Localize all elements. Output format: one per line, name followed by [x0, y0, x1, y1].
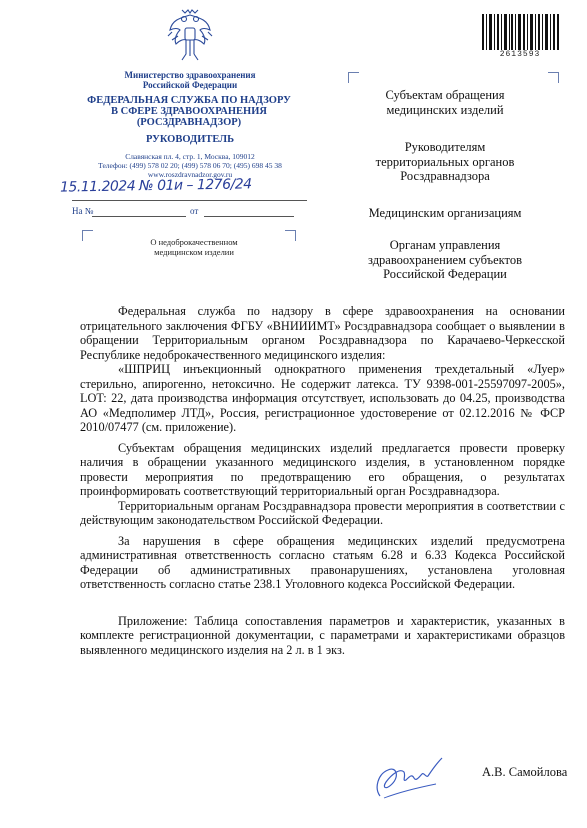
head-title: РУКОВОДИТЕЛЬ: [145, 134, 235, 145]
handwritten-signature: [370, 748, 450, 808]
attachment-note: Приложение: Таблица сопоставления параметров и характеристик, указанных в комплекте регистрационной документации, с параметрами и характеристиками образцов выявленного медицинского изделия на 2 л. в 1 экз.: [80, 613, 565, 657]
coat-of-arms-icon: [166, 6, 214, 64]
recipient-corner-left: [348, 72, 359, 83]
recipient-3: Медицинским организациям: [368, 206, 522, 220]
recipient-4: Органам управления здравоохранением субъектов Российской Федерации: [367, 238, 522, 281]
reference-number-line: [92, 216, 186, 217]
address-block: Славянская пл. 4, стр. 1, Москва, 109012 Телефон: (499) 578 02 20; (499) 578 06 70; (495) 698 45 38 www.roszdravnadzor.gov.ru: [98, 152, 282, 179]
recipient-corner-right: [548, 72, 559, 83]
barcode: [480, 14, 560, 50]
paragraph-notice: Федеральная служба по надзору в сфере здравоохранения на основании отрицательного заключения ФГБУ «ВНИИИМТ» Росздравнадзора сообщает о выявлении в обращении Территориальным органом Росздравнадзора по Карачаево-Черкесской Республике недоброкачественного медицинского изделия:: [80, 304, 565, 362]
reference-date-label: от: [190, 206, 199, 216]
paragraph-device: «ШПРИЦ инъекционный однократного применения трехдетальный «Луер» стерильно, апирогенно, нетоксично. Не содержит латекса. ТУ 9398-001-25597097-2005», LOT: 22, дата производства информация отсутствует, использовать до 04.25, производства АО «Медполимер ЛТД», Россия, регистрационное удостоверение от 02.12.2016 № ФСР 2010/07477 (см. приложение).: [80, 362, 565, 434]
registration-number: 15.11.2024 № 01и – 1276/24: [59, 176, 252, 196]
recipient-1: Субъектам обращения медицинских изделий: [385, 88, 505, 117]
reference-date-line: [204, 216, 294, 217]
paragraph-liability: За нарушения в сфере обращения медицинских изделий предусмотрена административная ответственность согласно статьям 6.28 и 6.33 Кодекса Российской Федерации об административных правонарушениях, установлена уголовная ответственность согласно статье 238.1 Уголовного кодекса Российской Федерации.: [80, 533, 565, 591]
reference-number-label: На №: [72, 206, 94, 216]
ministry-name: Министерство здравоохранения Российской Федерации: [124, 70, 256, 90]
paragraph-territorial: Территориальным органам Росздравнадзора провести мероприятия в соответствии с действующим законодательством Российской Федерации.: [80, 498, 565, 527]
subject-line: О недоброкачественном медицинском изделии: [150, 237, 238, 257]
barcode-number: 2613593: [499, 50, 541, 59]
signatory-name: А.В. Самойлова: [482, 765, 568, 779]
service-name: ФЕДЕРАЛЬНАЯ СЛУЖБА ПО НАДЗОРУ В СФЕРЕ ЗДРАВООХРАНЕНИЯ (РОСЗДРАВНАДЗОР): [87, 95, 291, 128]
letter-body: [80, 304, 565, 657]
recipient-2: Руководителям территориальных органов Росздравнадзора: [375, 140, 515, 183]
paragraph-subjects: Субъектам обращения медицинских изделий предлагается провести проверку наличия в обращении указанного медицинского изделия, в установленном порядке провести мероприятия по предотвращению его обращения, о результатах проинформировать соответствующий территориальный орган Росздравнадзора.: [80, 440, 565, 498]
